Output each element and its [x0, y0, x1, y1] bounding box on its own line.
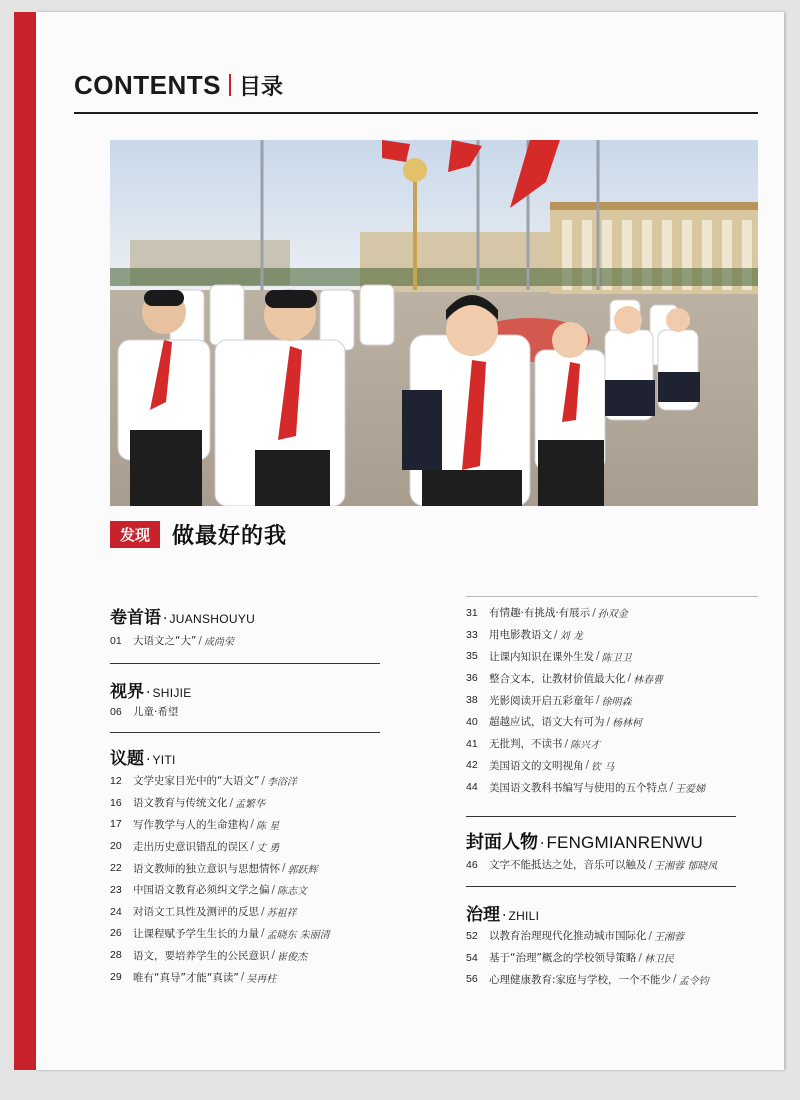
toc-author: 崔俊杰 [277, 951, 308, 963]
toc-author: 陈卫卫 [601, 652, 632, 664]
toc-page: 56 [466, 973, 478, 986]
header-chinese: 目录 [239, 75, 284, 100]
toc-page: 54 [466, 951, 478, 964]
toc-page: 40 [466, 715, 478, 728]
section-title-pinyin: FENGMIANRENWU [546, 833, 703, 852]
toc-list-fengmian [466, 854, 717, 876]
toc-title: 走出历史意识错乱的误区 [133, 840, 249, 853]
toc-title: 文字不能抵达之处，音乐可以触及 [489, 859, 647, 872]
toc-author: 李浴洋 [266, 777, 297, 789]
header-divider [229, 74, 231, 96]
toc-page: 12 [110, 774, 122, 787]
toc-title: 有情趣·有挑战·有展示 [489, 607, 591, 620]
toc-title: 美国语文教科书编写与使用的五个特点 [489, 781, 668, 794]
contents-header [74, 70, 758, 114]
toc-title: 对语文工具性及测评的反思 [133, 906, 259, 919]
toc-title: 写作教学与人的生命建构 [133, 818, 249, 831]
section-fengmian-title: 封面人物 · FENGMIANRENWU [466, 828, 703, 854]
toc-title: 整合文本，让教材价值最大化 [489, 672, 626, 685]
toc-entry[interactable]: 40 超越应试，语文大有可为 / 杨林柯 [466, 715, 643, 730]
children-saluting-photo-icon [110, 140, 758, 506]
toc-page: 52 [466, 929, 478, 942]
toc-author: 陈志文 [277, 886, 308, 898]
toc-author: 林卫民 [643, 954, 674, 966]
toc-entry[interactable]: 22 语文教师的独立意识与思想情怀 / 郭跃辉 [110, 862, 318, 876]
toc-title: 让课程赋予学生生长的力量 [133, 927, 259, 940]
toc-page: 24 [110, 905, 122, 918]
toc-entry[interactable]: 17 写作教学与人的生命建构 / 陈 星 [110, 818, 280, 832]
toc-page: 38 [466, 694, 478, 707]
toc-entry[interactable]: 42 美国语文的文明视角 / 钦 马 [466, 759, 615, 773]
toc-author: 刘 龙 [559, 631, 583, 643]
feature-banner [110, 518, 287, 550]
toc-entry[interactable]: 54 基于“治理”概念的学校领导策略 / 林卫民 [466, 951, 674, 966]
feature-title: 做最好的我 [172, 523, 288, 549]
toc-list-juanshouyu [110, 630, 234, 652]
toc-page: 35 [466, 650, 478, 663]
toc-title: 语文教育与传统文化 [133, 797, 228, 810]
section-title-cn: 议题 [110, 749, 144, 769]
section-divider [110, 732, 380, 733]
toc-page: 16 [110, 796, 122, 809]
toc-author: 孟令钧 [678, 975, 709, 987]
toc-title: 超越应试，语文大有可为 [489, 716, 605, 729]
toc-entry[interactable]: 24 对语文工具性及测评的反思 / 苏祖祥 [110, 905, 297, 920]
toc-title: 儿童·希望 [133, 706, 179, 719]
toc-author: 吴再柱 [246, 973, 277, 985]
toc-author: 王爱娣 [675, 783, 706, 795]
toc-author: 王湘蓉 [654, 932, 685, 944]
toc-page: 31 [466, 606, 478, 619]
toc-list-yiti [110, 770, 330, 988]
toc-page: 28 [110, 949, 122, 962]
toc-title: 语文教师的独立意识与思想情怀 [133, 862, 280, 875]
toc-entry[interactable]: 01 大语文之“大” / 成尚荣 [110, 634, 234, 649]
toc-title: 唯有“真导”才能“真读” [133, 971, 239, 984]
section-divider [466, 816, 736, 817]
toc-page: 23 [110, 883, 122, 896]
toc-entry[interactable]: 56 心理健康教育:家庭与学校，一个不能少 / 孟令钧 [466, 973, 709, 987]
toc-entry[interactable]: 16 语文教育与传统文化 / 孟繁华 [110, 796, 266, 811]
toc-page: 20 [110, 840, 122, 853]
section-juanshouyu-title: 卷首语 · JUANSHOUYU [110, 603, 255, 628]
section-title-cn: 治理 [466, 905, 500, 925]
toc-title: 用电影教语文 [489, 629, 552, 642]
toc-entry[interactable]: 29 唯有“真导”才能“真读” / 吴再柱 [110, 971, 277, 985]
toc-author: 王湘蓉 郁晓凤 [654, 861, 718, 873]
right-column-top-rule [466, 596, 758, 597]
toc-page: 29 [110, 971, 122, 984]
toc-title: 中国语文教育必须纠文学之偏 [133, 884, 270, 897]
toc-author: 陈兴才 [570, 740, 601, 752]
toc-title: 光影阅读开启五彩童年 [489, 694, 594, 707]
toc-title: 以教育治理现代化推动城市国际化 [489, 930, 647, 943]
toc-entry[interactable]: 46 文字不能抵达之处，音乐可以触及 / 王湘蓉 郁晓凤 [466, 858, 718, 873]
toc-page: 17 [110, 818, 122, 831]
toc-page: 46 [466, 858, 478, 871]
toc-entry[interactable]: 23 中国语文教育必须纠文学之偏 / 陈志文 [110, 883, 308, 898]
toc-page: 36 [466, 672, 478, 685]
toc-entry[interactable]: 33 用电影教语文 / 刘 龙 [466, 628, 583, 643]
toc-author: 郭跃辉 [287, 864, 318, 876]
section-title-cn: 视界 [110, 682, 144, 702]
toc-author: 孟繁华 [235, 799, 266, 811]
toc-entry[interactable]: 52 以教育治理现代化推动城市国际化 / 王湘蓉 [466, 929, 685, 944]
section-divider [110, 663, 380, 664]
toc-entry[interactable]: 28 语文，要培养学生的公民意识 / 崔俊杰 [110, 949, 308, 963]
toc-title: 心理健康教育:家庭与学校，一个不能少 [489, 973, 672, 986]
toc-page: 26 [110, 927, 122, 940]
section-title-pinyin: JUANSHOUYU [169, 612, 256, 626]
toc-title: 语文，要培养学生的公民意识 [133, 949, 270, 962]
toc-author: 林春曹 [633, 674, 664, 686]
toc-list-zhili [466, 925, 709, 990]
toc-author: 徐明森 [601, 696, 632, 708]
toc-entry[interactable]: 26 让课程赋予学生生长的力量 / 孟晓东 朱丽清 [110, 927, 330, 941]
toc-entry[interactable]: 20 走出历史意识错乱的误区 / 丈 勇 [110, 840, 280, 854]
toc-list-right [466, 602, 705, 798]
toc-entry[interactable]: 12 文学史家目光中的“大语文” / 李浴洋 [110, 774, 297, 789]
feature-tag: 发现 [110, 521, 160, 548]
toc-entry[interactable] [110, 701, 178, 723]
section-title-pinyin: ZHILI [508, 909, 540, 923]
cover-photo [110, 140, 758, 506]
toc-title: 大语文之“大” [133, 635, 197, 648]
toc-author: 钦 马 [591, 761, 615, 773]
section-zhili-title: 治理 · ZHILI [466, 900, 539, 925]
section-title-cn: 封面人物 [466, 832, 538, 853]
toc-author: 陈 星 [256, 820, 280, 832]
toc-page: 41 [466, 737, 478, 750]
toc-list-shijie [110, 701, 178, 723]
toc-entry[interactable]: 38 光影阅读开启五彩童年 / 徐明森 [466, 694, 632, 708]
toc-entry[interactable]: 31 有情趣·有挑战·有展示 / 孙双金 [466, 606, 628, 621]
toc-page: 33 [466, 628, 478, 641]
toc-title: 让课内知识在课外生发 [489, 650, 594, 663]
toc-author: 丈 勇 [256, 842, 280, 854]
section-title-pinyin: YITI [152, 753, 176, 767]
toc-author: 苏祖祥 [266, 908, 297, 920]
section-title-cn: 卷首语 [110, 608, 161, 628]
toc-entry[interactable]: 41 无批判，不读书 / 陈兴才 [466, 737, 601, 752]
toc-author: 孟晓东 朱丽清 [266, 929, 330, 941]
toc-page: 44 [466, 781, 478, 794]
toc-author: 孙双金 [597, 609, 628, 621]
toc-page: 22 [110, 862, 122, 875]
section-yiti-title: 议题 · YITI [110, 744, 176, 769]
toc-author: 成尚荣 [203, 637, 234, 649]
toc-title: 美国语文的文明视角 [489, 759, 584, 772]
section-shijie-title: 视界 · SHIJIE [110, 677, 192, 702]
toc-title: 文学史家目光中的“大语文” [133, 775, 260, 788]
toc-entry[interactable]: 36 整合文本，让教材价值最大化 / 林春曹 [466, 672, 664, 686]
toc-title: 无批判，不读书 [489, 738, 563, 751]
toc-page: 42 [466, 759, 478, 772]
toc-title: 基于“治理”概念的学校领导策略 [489, 952, 637, 965]
toc-entry[interactable]: 35 让课内知识在课外生发 / 陈卫卫 [466, 650, 632, 664]
toc-page: 01 [110, 634, 122, 647]
section-title-pinyin: SHIJIE [152, 686, 192, 700]
header-english: CONTENTS [74, 70, 221, 100]
red-spine-stripe [14, 12, 36, 1070]
toc-page: 06 [110, 705, 122, 718]
section-divider [466, 886, 736, 887]
toc-author: 杨林柯 [612, 718, 643, 730]
toc-entry[interactable]: 44 美国语文教科书编写与使用的五个特点 / 王爱娣 [466, 781, 706, 795]
